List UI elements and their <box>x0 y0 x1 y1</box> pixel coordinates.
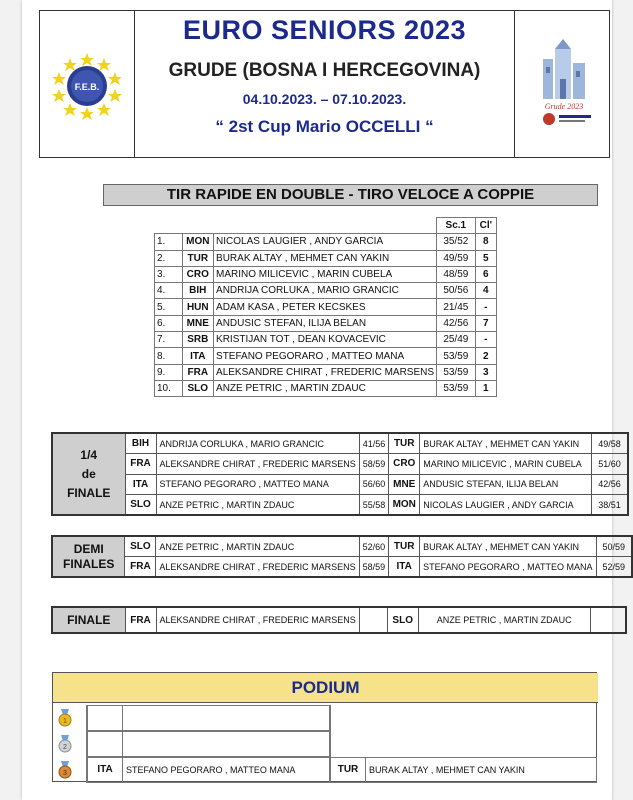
rank-country: TUR <box>182 250 213 266</box>
classement-header: Cl' <box>475 218 496 234</box>
bronze-country-1: ITA <box>87 757 123 783</box>
rank-names: ANDRIJA CORLUKA , MARIO GRANCIC <box>214 283 437 299</box>
qf-names-1: ANDRIJA CORLUKA , MARIO GRANCIC <box>156 433 359 454</box>
castle-logo-icon <box>529 39 599 129</box>
gold-names-cell <box>122 705 330 731</box>
rank-score: 21/45 <box>437 299 476 315</box>
event-dates: 04.10.2023. – 07.10.2023. <box>242 91 407 107</box>
final-stage-label: FINALE <box>52 607 125 633</box>
semi-final-table <box>51 535 633 578</box>
sf-names-2: STEFANO PEGORARO , MATTEO MANA <box>420 557 596 578</box>
silver-country-cell <box>87 731 123 757</box>
rank-score: 50/56 <box>437 283 476 299</box>
qf-country-1: SLO <box>125 495 156 516</box>
rank-classement: - <box>475 332 496 348</box>
rank-classement: - <box>475 299 496 315</box>
rank-names: ANZE PETRIC , MARTIN ZDAUC <box>214 380 437 396</box>
podium-box <box>52 672 597 782</box>
feb-logo-icon <box>52 51 122 121</box>
cup-name: “ 2st Cup Mario OCCELLI “ <box>215 117 434 136</box>
rank-country: CRO <box>182 266 213 282</box>
sf-stage-line: DEMI <box>73 541 104 556</box>
rank-score: 25/49 <box>437 332 476 348</box>
score-header: Sc.1 <box>437 218 476 234</box>
rank-number: 9. <box>155 364 183 380</box>
rank-country: FRA <box>182 364 213 380</box>
sf-country-2: ITA <box>389 557 420 578</box>
qf-score-1: 56/60 <box>359 474 389 495</box>
rank-score: 35/52 <box>437 234 476 250</box>
qf-names-2: ANDUSIC STEFAN, ILIJA BELAN <box>420 474 592 495</box>
podium-title: PODIUM <box>53 673 598 703</box>
qf-stage-line: 1/4 <box>80 447 98 462</box>
qf-stage-label <box>52 433 125 515</box>
qf-names-1: ALEKSANDRE CHIRAT , FREDERIC MARSENS <box>156 454 359 475</box>
final-score-1 <box>359 607 387 633</box>
rank-number: 5. <box>155 299 183 315</box>
rank-names: BURAK ALTAY , MEHMET CAN YAKIN <box>214 250 437 266</box>
qf-match-row <box>52 433 628 454</box>
qf-names-2: MARINO MILICEVIC , MARIN CUBELA <box>420 454 592 475</box>
rank-country: SRB <box>182 332 213 348</box>
podium-row-bronze <box>53 757 598 783</box>
rank-number: 6. <box>155 315 183 331</box>
svg-text:2: 2 <box>63 744 67 751</box>
qf-stage-line: FINALE <box>67 485 111 500</box>
sf-names-1: ALEKSANDRE CHIRAT , FREDERIC MARSENS <box>156 557 359 578</box>
rank-score: 42/56 <box>437 315 476 331</box>
grude-logo-cell <box>514 11 609 157</box>
header-box <box>39 10 610 158</box>
rank-names: MARINO MILICEVIC , MARIN CUBELA <box>214 266 437 282</box>
rank-number: 7. <box>155 332 183 348</box>
feb-logo-cell <box>40 11 135 157</box>
final-table <box>51 606 627 634</box>
sf-match-row <box>52 536 632 557</box>
rank-classement: 4 <box>475 283 496 299</box>
sf-score-1: 58/59 <box>359 557 389 578</box>
sf-country-1: FRA <box>125 557 156 578</box>
section-title: TIR RAPIDE EN DOUBLE - TIRO VELOCE A COPPIE <box>103 184 598 206</box>
ranking-row <box>155 283 497 299</box>
bronze-names-1: STEFANO PEGORARO , MATTEO MANA <box>122 757 330 783</box>
rank-classement: 6 <box>475 266 496 282</box>
qf-score-2: 51/60 <box>592 454 628 475</box>
rank-number: 8. <box>155 348 183 364</box>
silver-names-cell <box>122 731 330 757</box>
svg-text:3: 3 <box>63 770 67 777</box>
rank-classement: 2 <box>475 348 496 364</box>
sf-score-2: 52/59 <box>596 557 632 578</box>
event-location: GRUDE (BOSNA I HERCEGOVINA) <box>168 60 481 81</box>
rank-number: 2. <box>155 250 183 266</box>
rank-names: ANDUSIC STEFAN, ILIJA BELAN <box>214 315 437 331</box>
qf-country-1: FRA <box>125 454 156 475</box>
sf-names-1: ANZE PETRIC , MARTIN ZDAUC <box>156 536 359 557</box>
qf-country-1: BIH <box>125 433 156 454</box>
podium-medal-column <box>53 705 87 783</box>
qf-country-2: MON <box>389 495 420 516</box>
rank-score: 49/59 <box>437 250 476 266</box>
ranking-row <box>155 315 497 331</box>
ranking-row <box>155 380 497 396</box>
quarter-final-table <box>51 432 629 516</box>
final-country-2: SLO <box>387 607 418 633</box>
qf-score-2: 38/51 <box>592 495 628 516</box>
qf-match-row <box>52 454 628 475</box>
rank-country: ITA <box>182 348 213 364</box>
bronze-country-2: TUR <box>330 757 366 783</box>
ranking-row <box>155 266 497 282</box>
rank-classement: 3 <box>475 364 496 380</box>
rank-classement: 7 <box>475 315 496 331</box>
rank-classement: 1 <box>475 380 496 396</box>
svg-text:1: 1 <box>63 718 67 725</box>
header-text-cell <box>135 11 514 157</box>
rank-number: 1. <box>155 234 183 250</box>
rank-country: SLO <box>182 380 213 396</box>
rank-names: ALEKSANDRE CHIRAT , FREDERIC MARSENS <box>214 364 437 380</box>
sf-score-2: 50/59 <box>596 536 632 557</box>
podium-blank-area <box>330 705 598 757</box>
sf-country-2: TUR <box>389 536 420 557</box>
qf-score-1: 41/56 <box>359 433 389 454</box>
bronze-names-2: BURAK ALTAY , MEHMET CAN YAKIN <box>365 757 597 783</box>
rank-score: 53/59 <box>437 348 476 364</box>
sf-match-row <box>52 557 632 578</box>
grude-logo-text: Grude 2023 <box>544 102 584 111</box>
gold-country-cell <box>87 705 123 731</box>
ranking-row <box>155 250 497 266</box>
rank-score: 48/59 <box>437 266 476 282</box>
qf-country-2: MNE <box>389 474 420 495</box>
qf-score-1: 55/58 <box>359 495 389 516</box>
rank-classement: 5 <box>475 250 496 266</box>
rank-names: NICOLAS LAUGIER , ANDY GARCIA <box>214 234 437 250</box>
qf-stage-line: de <box>81 466 96 481</box>
feb-logo-text: F.E.B. <box>74 82 100 92</box>
qf-country-2: CRO <box>389 454 420 475</box>
final-names-2: ANZE PETRIC , MARTIN ZDAUC <box>418 607 590 633</box>
qf-score-2: 49/58 <box>592 433 628 454</box>
rank-classement: 8 <box>475 234 496 250</box>
sf-score-1: 52/60 <box>359 536 389 557</box>
rank-number: 10. <box>155 380 183 396</box>
final-names-1: ALEKSANDRE CHIRAT , FREDERIC MARSENS <box>156 607 359 633</box>
qf-score-1: 58/59 <box>359 454 389 475</box>
qf-names-1: STEFANO PEGORARO , MATTEO MANA <box>156 474 359 495</box>
rank-names: KRISTIJAN TOT , DEAN KOVACEVIC <box>214 332 437 348</box>
rank-country: MON <box>182 234 213 250</box>
final-row <box>52 607 626 633</box>
sf-stage-label <box>52 536 125 577</box>
rank-score: 53/59 <box>437 380 476 396</box>
ranking-table <box>154 217 497 397</box>
qf-score-2: 42/56 <box>592 474 628 495</box>
rank-country: MNE <box>182 315 213 331</box>
rank-names: STEFANO PEGORARO , MATTEO MANA <box>214 348 437 364</box>
qf-names-1: ANZE PETRIC , MARTIN ZDAUC <box>156 495 359 516</box>
qf-match-row <box>52 495 628 516</box>
final-country-1: FRA <box>125 607 156 633</box>
sf-country-1: SLO <box>125 536 156 557</box>
sf-stage-line: FINALES <box>63 556 115 571</box>
ranking-row <box>155 234 497 250</box>
event-title: EURO SENIORS 2023 <box>182 15 467 45</box>
rank-country: HUN <box>182 299 213 315</box>
rank-country: BIH <box>182 283 213 299</box>
ranking-row <box>155 299 497 315</box>
rank-number: 4. <box>155 283 183 299</box>
final-score-2 <box>590 607 626 633</box>
qf-country-2: TUR <box>389 433 420 454</box>
qf-names-2: BURAK ALTAY , MEHMET CAN YAKIN <box>420 433 592 454</box>
rank-number: 3. <box>155 266 183 282</box>
ranking-row <box>155 332 497 348</box>
sf-names-2: BURAK ALTAY , MEHMET CAN YAKIN <box>420 536 596 557</box>
ranking-row <box>155 364 497 380</box>
rank-score: 53/59 <box>437 364 476 380</box>
qf-country-1: ITA <box>125 474 156 495</box>
rank-names: ADAM KASA , PETER KECSKES <box>214 299 437 315</box>
qf-names-2: NICOLAS LAUGIER , ANDY GARCIA <box>420 495 592 516</box>
qf-match-row <box>52 474 628 495</box>
ranking-row <box>155 348 497 364</box>
